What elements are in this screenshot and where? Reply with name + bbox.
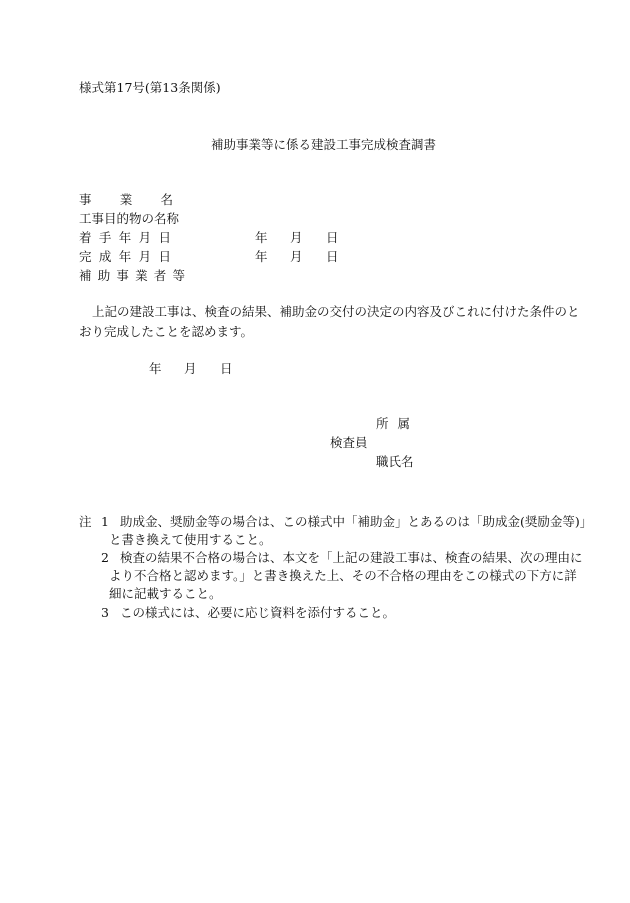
char: 月	[138, 249, 152, 264]
issue-date-year-unit: 年	[149, 361, 162, 376]
char: 年	[118, 249, 132, 264]
note-2-number: 2	[101, 550, 109, 565]
note-3-line-1: この様式には、必要に応じ資料を添付すること。	[120, 605, 396, 620]
field-label-building-name: 工事目的物の名称	[79, 211, 180, 226]
char: 名	[160, 192, 173, 207]
char: 事	[116, 268, 129, 283]
char: 助	[97, 268, 111, 283]
char: 手	[98, 230, 112, 245]
char: 完	[79, 249, 92, 264]
char: 属	[397, 416, 410, 431]
char: 着	[79, 230, 92, 245]
char: 等	[172, 268, 185, 283]
char: 所	[376, 416, 389, 431]
char: 年	[118, 230, 132, 245]
note-2-line-1: 検査の結果不合格の場合は、本文を「上記の建設工事は、検査の結果、次の理由に	[120, 550, 583, 565]
inspector-title-name-label: 職氏名	[376, 454, 414, 469]
start-date-month-unit: 月	[290, 230, 303, 245]
body-text-line-2: おり完成したことを認めます。	[79, 324, 254, 339]
form-number: 様式第17号(第13条関係)	[79, 80, 221, 95]
note-1-line-1: 助成金、奨励金等の場合は、この様式中「補助金」とあるのは「助成金(奨励金等)」	[120, 514, 593, 529]
inspector-affiliation-label	[376, 415, 410, 433]
char: 業	[119, 192, 133, 207]
char: 成	[98, 249, 112, 264]
char: 日	[158, 249, 171, 264]
char: 月	[138, 230, 152, 245]
char: 事	[79, 192, 92, 207]
start-date-day-unit: 日	[326, 230, 339, 245]
completion-date-year-unit: 年	[255, 249, 268, 264]
note-1-line-2: と書き換えて使用すること。	[109, 532, 272, 547]
field-label-operator	[79, 267, 185, 285]
body-text-line-1: 上記の建設工事は、検査の結果、補助金の交付の決定の内容及びこれに付けた条件のと	[92, 304, 580, 319]
note-2-line-3: 細に記載すること。	[109, 586, 222, 601]
inspector-label: 検査員	[330, 435, 368, 450]
issue-date-month-unit: 月	[184, 361, 197, 376]
completion-date-month-unit: 月	[290, 249, 303, 264]
completion-date-day-unit: 日	[326, 249, 339, 264]
notes-prefix: 注	[79, 514, 92, 529]
char: 日	[158, 230, 171, 245]
char: 補	[79, 268, 92, 283]
note-3-number: 3	[101, 605, 109, 620]
note-1-number: 1	[101, 514, 109, 529]
char: 者	[153, 268, 167, 283]
start-date-year-unit: 年	[255, 230, 268, 245]
issue-date-day-unit: 日	[220, 361, 233, 376]
field-label-start-date	[79, 229, 171, 247]
field-label-project-name	[79, 191, 173, 209]
char: 業	[135, 268, 148, 283]
note-2-line-2: より不合格と認めます。」と書き換えた上、その不合格の理由をこの様式の下方に詳	[109, 568, 577, 583]
document-title: 補助事業等に係る建設工事完成検査調書	[211, 137, 437, 152]
field-label-completion-date	[79, 248, 171, 266]
